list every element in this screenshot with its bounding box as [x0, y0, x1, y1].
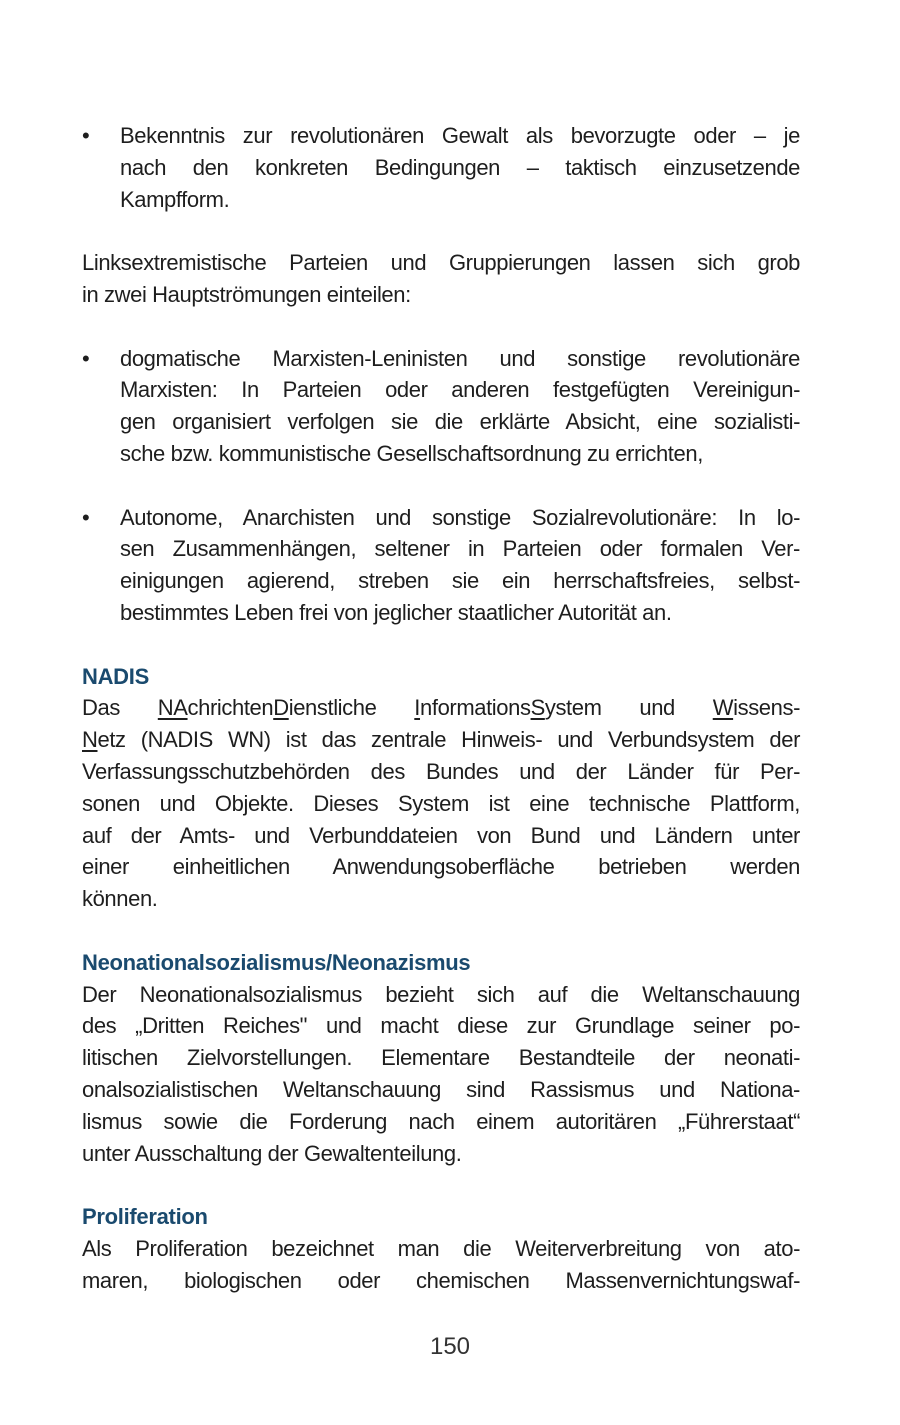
text-line: einigungen agierend, streben sie ein herrschaftsfreies, selbst-	[120, 568, 800, 594]
text-line: lismus sowie die Forderung nach einem autoritären „Führerstaat“	[82, 1108, 800, 1134]
text-line: bestimmtes Leben frei von jeglicher staatlicher Autorität an.	[120, 599, 672, 625]
page-body	[82, 120, 800, 1296]
heading-neonazism: Neonationalsozialismus/Neonazismus	[82, 949, 471, 975]
text-line: nach den konkreten Bedingungen – taktisch einzusetzende	[120, 154, 800, 180]
text-line: Marxisten: In Parteien oder anderen festgefügten Vereinigun-	[120, 377, 800, 403]
text-line: Netz (NADIS WN) ist das zentrale Hinweis- und Verbundsystem der	[82, 727, 800, 753]
text-line: sen Zusammenhängen, seltener in Parteien oder formalen Ver-	[120, 536, 800, 562]
text-line: sche bzw. kommunistische Gesellschaftsordnung zu errichten,	[120, 440, 703, 466]
text-line: in zwei Hauptströmungen einteilen:	[82, 281, 411, 307]
bullet-autonomists	[82, 502, 800, 629]
page-number: 150	[429, 1333, 471, 1360]
text-line: litischen Zielvorstellungen. Elementare Bestandteile der neonati-	[82, 1045, 800, 1071]
bullet-violence	[82, 120, 800, 215]
text-line: sonen und Objekte. Dieses System ist eine technische Plattform,	[82, 790, 800, 816]
text-line: einer einheitlichen Anwendungsoberfläche betrieben werden	[82, 854, 800, 880]
text-line: auf der Amts- und Verbunddateien von Bund und Ländern unter	[82, 822, 800, 848]
text-line: Linksextremistische Parteien und Gruppierungen lassen sich grob	[82, 250, 800, 276]
proliferation-paragraph	[82, 1233, 800, 1297]
nadis-paragraph	[82, 692, 800, 915]
text-line: des „Dritten Reiches" und macht diese zur Grundlage seiner po-	[82, 1013, 800, 1039]
bullet-icon: •	[82, 345, 90, 371]
heading-nadis: NADIS	[82, 663, 149, 689]
text-line: Bekenntnis zur revolutionären Gewalt als bevorzugte oder – je	[120, 123, 800, 148]
intro-paragraph	[82, 247, 800, 311]
text-line: Das NAchrichtenDienstliche InformationsSystem und Wissens-	[82, 695, 800, 721]
text-line: maren, biologischen oder chemischen Massenvernichtungswaf-	[82, 1267, 800, 1293]
neonazi-paragraph	[82, 979, 800, 1170]
text-line: Kampfform.	[120, 186, 230, 212]
text-line: onalsozialistischen Weltanschauung sind Rassismus und Nationa-	[82, 1076, 800, 1102]
text-line: unter Ausschaltung der Gewaltenteilung.	[82, 1140, 462, 1166]
bullet-marxists	[82, 343, 800, 470]
text-line: können.	[82, 886, 158, 912]
text-line: dogmatische Marxisten-Leninisten und sonstige revolutionäre	[120, 345, 800, 371]
text-line: Autonome, Anarchisten und sonstige Sozialrevolutionäre: In lo-	[120, 504, 800, 530]
text-line: Verfassungsschutzbehörden des Bundes und der Länder für Per-	[82, 758, 800, 784]
text-line: Der Neonationalsozialismus bezieht sich auf die Weltanschauung	[82, 981, 800, 1007]
heading-proliferation: Proliferation	[82, 1204, 208, 1230]
bullet-icon: •	[82, 504, 90, 530]
text-line: Als Proliferation bezeichnet man die Weiterverbreitung von ato-	[82, 1235, 800, 1261]
bullet-icon: •	[82, 123, 90, 148]
text-line: gen organisiert verfolgen sie die erklärte Absicht, eine sozialisti-	[120, 409, 800, 435]
